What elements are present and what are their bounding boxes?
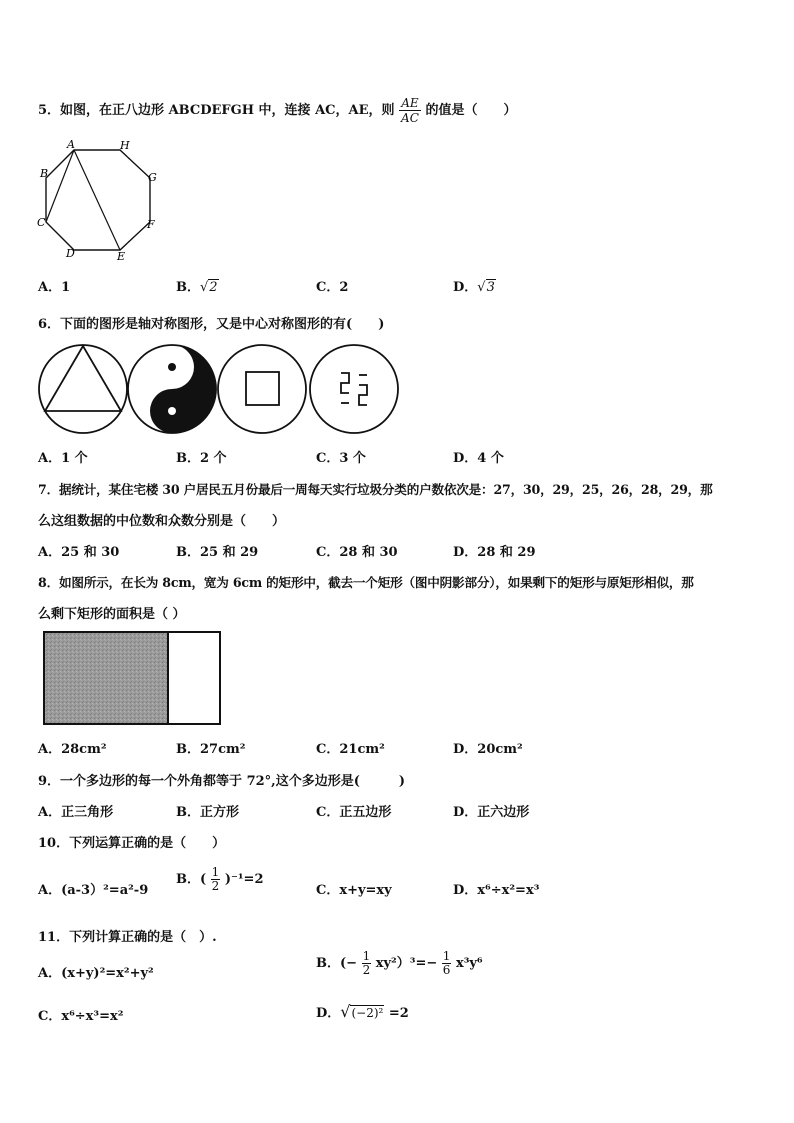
q11-option-b-prefix: B．(− xyxy=(316,956,358,971)
q11-option-c[interactable] xyxy=(38,1005,123,1024)
q6-option-b-label: B．2 个 xyxy=(176,451,227,466)
q9-option-a-label: A．正三角形 xyxy=(38,805,114,820)
q5-option-b-label: B． xyxy=(176,280,200,295)
q7-option-d-label: D．28 和 29 xyxy=(453,545,536,560)
q8-option-d-label: D．20cm² xyxy=(453,742,523,757)
q10-option-b-suffix: )⁻¹=2 xyxy=(224,872,264,887)
q6-option-a-label: A．1 个 xyxy=(38,451,88,466)
q5-option-a[interactable] xyxy=(38,276,70,295)
q11-option-b-suffix: x³y⁶ xyxy=(455,956,483,971)
q11-option-b-fraction-1 xyxy=(362,950,372,977)
q6-option-c-label: C．3 个 xyxy=(316,451,366,466)
q5-frac-den: AC xyxy=(401,111,419,125)
q8-option-a-label: A．28cm² xyxy=(38,742,107,757)
label-c: C xyxy=(37,216,46,229)
q7-stem-text-2: 么这组数据的中位数和众数分别是（ ） xyxy=(38,514,286,529)
q5-option-d-radicand: 3 xyxy=(486,280,495,295)
sqrt-icon: √2 xyxy=(200,280,218,295)
q11-option-b-num1: 1 xyxy=(362,949,371,963)
q9-option-b-label: B．正方形 xyxy=(176,805,239,820)
q7-option-d[interactable] xyxy=(453,541,536,560)
q6-figures xyxy=(36,341,406,437)
circle-symbol-figure xyxy=(310,345,398,433)
q10-option-a-label: A．(a-3）²=a²-9 xyxy=(38,883,149,898)
q11-option-d-prefix: D． xyxy=(316,1006,341,1021)
q8-stem-text-2: 么剩下矩形的面积是（ ） xyxy=(38,607,186,622)
q10-stem-text: 10．下列运算正确的是（ ） xyxy=(38,836,226,851)
q11-option-b-num2: 1 xyxy=(442,949,451,963)
q10-option-c-label: C．x+y=xy xyxy=(316,883,392,898)
label-g: G xyxy=(148,171,157,184)
q8-option-c-label: C．21cm² xyxy=(316,742,385,757)
q11-option-b[interactable] xyxy=(316,950,483,977)
q10-option-b-num: 1 xyxy=(211,865,220,879)
q5-frac-num: AE xyxy=(399,96,421,111)
q5-option-d[interactable] xyxy=(453,276,496,295)
q5-option-b[interactable] xyxy=(176,276,219,295)
remaining-rectangle xyxy=(168,632,220,724)
q8-option-b-label: B．27cm² xyxy=(176,742,246,757)
q7-stem-text-1: 7．据统计，某住宅楼 30 户居民五月份最后一周每天实行垃圾分类的户数依次是：27，30，29，25，26，28，29，那 xyxy=(38,482,713,497)
q7-option-b-label: B．25 和 29 xyxy=(176,545,259,560)
q9-option-b[interactable] xyxy=(176,801,239,820)
q10-option-b-den: 2 xyxy=(211,879,220,893)
q10-option-b-fraction xyxy=(211,866,221,893)
q6-stem-text: 6．下面的图形是轴对称图形，又是中心对称图形的有( ) xyxy=(38,317,385,332)
q7-option-a[interactable] xyxy=(38,541,119,560)
octagon-shape xyxy=(46,150,150,250)
label-e: E xyxy=(117,250,126,263)
q6-option-d-label: D．4 个 xyxy=(453,451,504,466)
rectangle-figure xyxy=(42,630,228,728)
q5-option-b-radicand: 2 xyxy=(209,280,218,295)
q5-option-d-label: D． xyxy=(453,280,478,295)
circle-square-figure xyxy=(218,345,306,433)
q11-option-b-fraction-2 xyxy=(442,950,452,977)
q5-option-c-label: C．2 xyxy=(316,280,349,295)
q5-stem-text: 5．如图，在正八边形 ABCDEFGH 中，连接 AC，AE，则 xyxy=(38,103,395,118)
line-ac xyxy=(46,150,74,222)
q5-stem-text-end: 的值是（ ） xyxy=(425,103,517,118)
sqrt-icon: √(−2)² xyxy=(340,1002,384,1021)
q7-stem-line2 xyxy=(38,510,285,529)
q6-option-d[interactable] xyxy=(453,447,504,466)
q10-option-d[interactable] xyxy=(453,879,539,898)
q6-option-c[interactable] xyxy=(316,447,366,466)
yin-yang-figure xyxy=(128,345,216,433)
q11-option-d-radicand: (−2)² xyxy=(351,1006,384,1020)
q8-stem-text-1: 8．如图所示，在长为 8cm，宽为 6cm 的矩形中，截去一个矩形（图中阴影部分），如果剩下的矩形与原矩形相似，那 xyxy=(38,575,694,590)
q9-stem-text: 9．一个多边形的每一个外角都等于 72°,这个多边形是( ) xyxy=(38,774,405,789)
q9-option-c[interactable] xyxy=(316,801,391,820)
q9-option-d-label: D．正六边形 xyxy=(453,805,530,820)
circle-triangle-figure xyxy=(39,345,127,433)
q9-option-c-label: C．正五边形 xyxy=(316,805,392,820)
q11-option-a-label: A．(x+y)²=x²+y² xyxy=(38,966,154,981)
q9-option-a[interactable] xyxy=(38,801,113,820)
q9-option-d[interactable] xyxy=(453,801,529,820)
q7-option-a-label: A．25 和 30 xyxy=(38,545,120,560)
q8-option-a[interactable] xyxy=(38,738,107,757)
q11-option-d-suffix: =2 xyxy=(388,1006,409,1021)
q11-option-c-label: C．x⁶÷x³=x² xyxy=(38,1009,124,1024)
label-h: H xyxy=(120,139,130,152)
q5-stem xyxy=(38,96,516,125)
q11-option-d[interactable] xyxy=(316,1002,409,1021)
label-a: A xyxy=(67,138,75,151)
label-d: D xyxy=(66,247,75,260)
q8-option-b[interactable] xyxy=(176,738,245,757)
q7-option-b[interactable] xyxy=(176,541,258,560)
q8-option-d[interactable] xyxy=(453,738,523,757)
q6-option-b[interactable] xyxy=(176,447,227,466)
line-ae xyxy=(74,150,120,250)
q6-stem xyxy=(38,313,384,332)
q10-option-b[interactable] xyxy=(176,866,264,893)
q11-option-b-den2: 6 xyxy=(442,963,451,977)
q11-option-b-den1: 2 xyxy=(362,963,371,977)
q5-fraction xyxy=(399,96,421,125)
q11-stem-text: 11．下列计算正确的是（ ）. xyxy=(38,930,217,945)
q7-stem-line1 xyxy=(38,479,712,498)
q10-stem xyxy=(38,832,225,851)
q6-option-a[interactable] xyxy=(38,447,88,466)
q5-option-a-label: A．1 xyxy=(38,280,71,295)
q10-option-d-label: D．x⁶÷x²=x³ xyxy=(453,883,540,898)
q5-option-c[interactable] xyxy=(316,276,348,295)
q8-option-c[interactable] xyxy=(316,738,385,757)
q8-stem-line2 xyxy=(38,603,186,622)
q10-option-c[interactable] xyxy=(316,879,392,898)
q10-option-a[interactable] xyxy=(38,879,148,898)
label-b: B xyxy=(40,167,49,180)
shaded-rectangle xyxy=(44,632,168,724)
q8-stem-line1 xyxy=(38,572,694,591)
sqrt-icon: √3 xyxy=(477,280,495,295)
q7-option-c-label: C．28 和 30 xyxy=(316,545,398,560)
label-f: F xyxy=(147,218,155,231)
q10-option-b-prefix: B．( xyxy=(176,872,207,887)
q11-option-a[interactable] xyxy=(38,962,154,981)
q9-stem xyxy=(38,770,405,789)
octagon-figure xyxy=(34,138,164,264)
q7-option-c[interactable] xyxy=(316,541,398,560)
q11-stem xyxy=(38,926,217,945)
q11-option-b-middle: xy²）³=− xyxy=(375,956,438,971)
